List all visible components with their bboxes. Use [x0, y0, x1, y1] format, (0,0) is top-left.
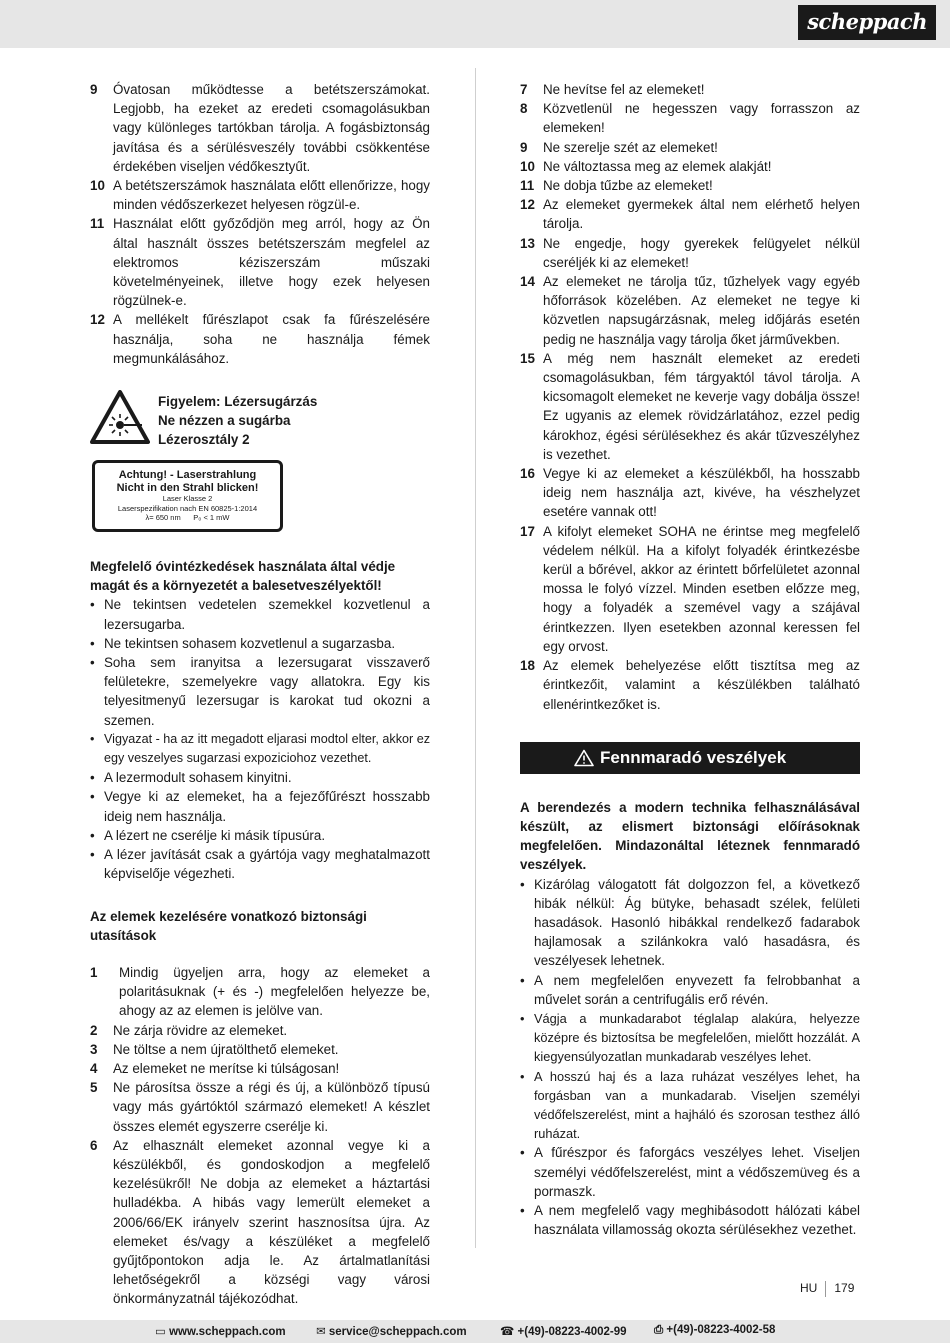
right-column [520, 80, 860, 1239]
list-item: 18 Az elemek behelyezése előtt tisztítsa meg az érintkezőit, valamint a készülékben található ellenérintkezőket is. [520, 658, 860, 712]
list-item: • Ne tekintsen sohasem kozvetlenul a sugarzasba. [90, 635, 396, 651]
list-item: • A nem megfelelő vagy meghibásodott hálózati kábel használata villamosság okozta sérülésekhez vezethet. [520, 1202, 860, 1238]
list-item: • A lézer javítását csak a gyártója vagy meghatalmazott képviselője végezheti. [90, 847, 430, 882]
list-item: 10 A betétszerszámok használata előtt ellenőrizze, hogy minden védőszerkezet helyesen rögzül-e. [90, 178, 430, 213]
list-item: 5 Ne párosítsa össze a régi és új, a különböző típusú vagy más gyártóktól származó elemeket! A készlet összes elemét egyszerre cserélje ki. [90, 1080, 430, 1134]
list-item: 6 Az elhasznált elemeket azonnal vegye ki a készülékből, és gondoskodjon a megfelelő kezelésükről! Ne dobja az elemeket a háztartási hulladékba. A hibás vagy lemerült elemeket a 2006/66/EK irányelv szerint hasznosítsa újra. Az elemeket és/vagy a készüléket a megfelelő gyűjtőpontokon adja le. Az ártalmatlanítási lehetőségekről a községi vagy városi önkormányzatnál tájékozódhat. [90, 1137, 430, 1307]
bullet-list-laser [90, 595, 430, 883]
laser-class-label: Achtung! - Laserstrahlung Nicht in den Strahl blicken! Laser Klasse 2 Laserspezifikation nach EN 60825-1:2014 λ= 650 nm P₀ < 1 mW [92, 460, 283, 532]
list-item: • A fűrészpor és faforgács veszélyes lehet. Viseljen személyi védőfelszerelést, mint a védőszemüveg és a pormaszk. [520, 1145, 860, 1199]
list-item: • A lézert ne cserélje ki másik típusúra. [90, 827, 326, 843]
footer-email[interactable]: service@scheppach.com [328, 1326, 467, 1338]
numbered-list-tools [90, 80, 430, 368]
list-item: • Vigyazat - ha az itt megadott eljarasi modtol elter, akkor ez egy veszelyes sugarzasi expoziciohoz vezethet. [90, 731, 430, 766]
header-bar [0, 0, 950, 48]
footer-phone: +(49)-08223-4002-99 [517, 1326, 627, 1338]
mail-icon: ✉ [316, 1326, 326, 1338]
list-item: • Kizárólag válogatott fát dolgozzon fel, a következő hibák nélkül: Ág bütyke, behasadt szélek, felületi hasadások. Hasonló hibákkal rendelkező fadarabok hajlamosak a szilánkokra való hasadásra, és veszélyesek lehetnek. [520, 876, 860, 969]
box-title: Fennmaradó veszélyek [600, 747, 787, 767]
list-item: • A lezermodult sohasem kinyitni. [90, 770, 292, 786]
list-item: 13 Ne engedje, hogy gyerekek felügyelet nélkül cseréljék ki az elemeket! [520, 235, 860, 270]
list-item: 10 Ne változtassa meg az elemek alakját! [520, 158, 772, 174]
brand-logo: scheppach [798, 5, 936, 40]
list-item: • Vágja a munkadarabot téglalap alakúra, helyezze középre és biztosítsa be megfelelően, mielőtt hozzálát. A kiegyensúlyozatlan munkadarab veszélyes lehet. [520, 1010, 860, 1065]
residual-risks-box [520, 742, 860, 774]
warning-icon [574, 749, 594, 767]
list-item: • A hosszú haj és a laza ruházat veszélyes lehet, ha forgásban van a munkadarab. Viseljen személyi védőfelszerelést, mint a hajháló és szorosan testhez álló ruházat. [520, 1068, 860, 1142]
footer-bar [0, 1320, 950, 1343]
list-item: • Soha sem iranyitsa a lezersugarat visszaverő felületekre, szemelyekre vagy allatokra. Egy kis telyesitmenyű lezersugar is karokat tud okozni a szemen. [90, 655, 430, 728]
list-item: 1 Mindig ügyeljen arra, hogy az elemeket a polaritásuknak (+ és -) megfelelően helyezze be, ahogy az az elemen is jelölve van. [90, 964, 430, 1019]
list-item: • Ne tekintsen vedetelen szemekkel kozvetlenul a lezersugarba. [90, 597, 430, 632]
list-item: 3 Ne töltse a nem újratölthető elemeket. [90, 1041, 339, 1057]
list-item: 11 Ne dobja tűzbe az elemeket! [520, 178, 713, 194]
list-item: • A nem megfelelően enyvezett fa felrobbanhat a művelet során a centrifugális erő révén. [520, 972, 860, 1007]
section-intro: A berendezés a modern technika felhasználásával készült, az elismert biztonsági előírásoknak megfelelően. Mindazonáltal léteznek fennmaradó veszélyek. [520, 799, 860, 873]
list-item: 11 Használat előtt győződjön meg arról, hogy az Ön által használt összes betétszerszám megfelel az elektromos kéziszerszám műszaki követelményeinek, illetve hogy ezek helyesen rögzülnek-e. [90, 216, 430, 309]
section-heading: Az elemek kezelésére vonatkozó biztonsági utasítások [90, 908, 367, 943]
list-item: 17 A kifolyt elemeket SOHA ne érintse meg megfelelő védelem nélkül. Ha a kifolyt folyadék érintkezésbe kerül a bőrével, akkor az érintett bőrfelületet azonnal mossa le folyó vízzel. Minden esetben előzze meg, hogy a folyadék a szemével vagy a szájával érintkezzen. Ilyen esetekben azonnal keressen fel egy orvost. [520, 523, 860, 654]
numbered-list-batteries [90, 963, 430, 1309]
list-item: 12 Az elemeket gyermekek által nem elérhető helyen tárolja. [520, 197, 860, 232]
laser-warning-icon [90, 390, 150, 444]
footer-website[interactable]: www.scheppach.com [169, 1326, 286, 1338]
page-number: HU 179 [800, 1281, 855, 1296]
bullet-list-risks [520, 875, 860, 1240]
list-item: 14 Az elemeket ne tárolja tűz, tűzhelyek vagy egyéb hőforrások közelében. Az elemeket ne tegye ki közvetlen napsugárzásnak, meleg időjárás esetén pedig ne használja vagy tárolja őket járművekben. [520, 274, 860, 347]
list-item: 8 Közvetlenül ne hegesszen vagy forrasszon az elemeken! [520, 101, 860, 136]
laser-warning-text: Figyelem: Lézersugárzás Ne nézzen a sugárba Lézerosztály 2 [158, 394, 318, 448]
column-divider [475, 68, 476, 1248]
phone-icon: ☎ [500, 1326, 515, 1338]
section-heading: Megfelelő óvintézkedések használata által védje magát és a környezetét a balesetveszélyektől! [90, 559, 396, 594]
list-item: 16 Vegye ki az elemeket a készülékből, ha hosszabb ideig nem használja azt, kivéve, ha vészhelyzet esetére vannak ott! [520, 466, 860, 520]
list-item: 9 Óvatosan működtesse a betétszerszámokat. Legjobb, ha ezeket az eredeti csomagolásukban vagy különleges tartókban tárolja. A fogásbiztonság javítása és a sérülésveszély további csökkentése érdekében viseljen védőkesztyűt. [90, 82, 430, 174]
list-item: • Vegye ki az elemeket, ha a fejezőfűrészt hosszabb ideig nem használja. [90, 789, 430, 824]
list-item: 9 Ne szerelje szét az elemeket! [520, 139, 718, 155]
list-item: 7 Ne hevítse fel az elemeket! [520, 82, 705, 97]
computer-icon: ▭ [155, 1326, 166, 1338]
fax-icon: ⎙ [654, 1324, 664, 1336]
list-item: 15 A még nem használt elemeket az eredeti csomagolásukban, fém tárgyaktól távol tárolja. A kicsomagolt elemeket ne keverje vagy dobálja össze! Ez ugyanis az elemek rövidzárlatához, ezzel pedig károkhoz, égési sérülésekhez és akár tűzveszélyhez is vezethet. [520, 350, 860, 462]
list-item: 12 A mellékelt fűrészlapot csak fa fűrészelésére használja, soha ne használja fémek megmunkálásához. [90, 312, 430, 366]
list-item: 4 Az elemeket ne merítse ki túlságosan! [90, 1060, 340, 1076]
numbered-list-batteries-cont [520, 80, 860, 714]
footer-fax: +(49)-08223-4002-58 [666, 1324, 776, 1336]
left-column [90, 80, 430, 1309]
laser-warning [90, 386, 430, 531]
list-item: 2 Ne zárja rövidre az elemeket. [90, 1022, 288, 1038]
